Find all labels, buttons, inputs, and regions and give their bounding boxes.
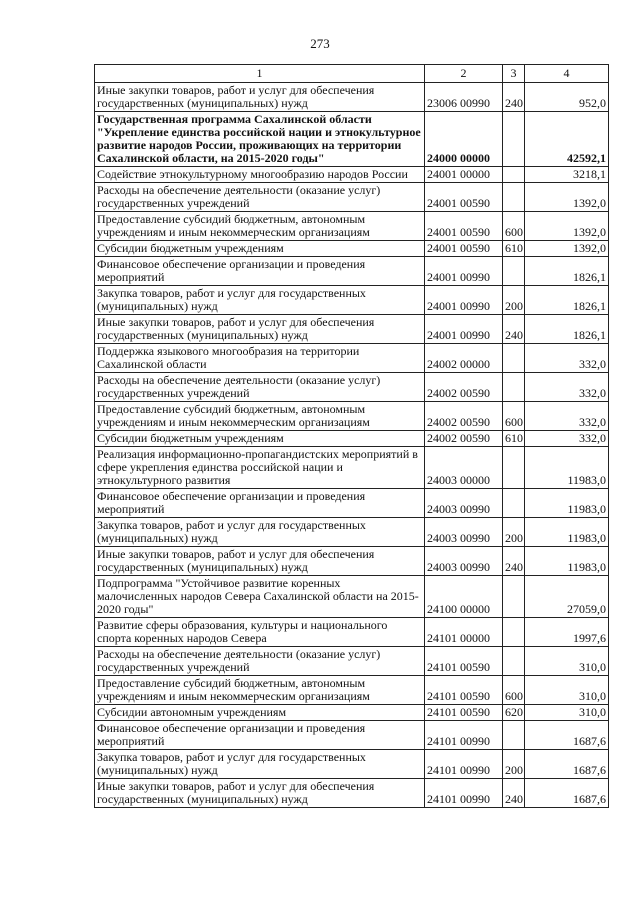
row-amount-cell: 1687,6 [525, 721, 609, 750]
row-code-cell: 24101 00990 [425, 750, 503, 779]
row-type-cell: 600 [503, 212, 525, 241]
table-row [95, 431, 609, 447]
table-row [95, 373, 609, 402]
row-amount-cell: 1687,6 [525, 750, 609, 779]
row-type-cell: 620 [503, 705, 525, 721]
row-code-cell: 24003 00990 [425, 489, 503, 518]
row-amount-cell: 1392,0 [525, 241, 609, 257]
row-amount-cell: 11983,0 [525, 489, 609, 518]
row-code-cell: 24000 00000 [425, 112, 503, 167]
row-amount-cell: 952,0 [525, 83, 609, 112]
row-type-cell [503, 373, 525, 402]
row-code-cell: 24003 00000 [425, 447, 503, 489]
row-name-cell: Предоставление субсидий бюджетным, автономным учреждениям и иным некоммерческим организациям [95, 402, 425, 431]
row-type-cell: 610 [503, 431, 525, 447]
row-code-cell: 24101 00590 [425, 676, 503, 705]
row-name-cell: Финансовое обеспечение организации и проведения мероприятий [95, 721, 425, 750]
row-amount-cell: 27059,0 [525, 576, 609, 618]
row-amount-cell: 332,0 [525, 373, 609, 402]
row-type-cell [503, 257, 525, 286]
row-name-cell: Государственная программа Сахалинской области "Укрепление единства российской нации и этнокультурное развитие народов России, проживающих на территории Сахалинской области, на 2015-2020 годы" [95, 112, 425, 167]
row-amount-cell: 3218,1 [525, 167, 609, 183]
row-type-cell: 600 [503, 402, 525, 431]
table-row [95, 167, 609, 183]
row-type-cell: 600 [503, 676, 525, 705]
row-type-cell [503, 721, 525, 750]
row-code-cell: 24001 00990 [425, 286, 503, 315]
row-type-cell: 200 [503, 750, 525, 779]
row-name-cell: Расходы на обеспечение деятельности (оказание услуг) государственных учреждений [95, 373, 425, 402]
table-row [95, 257, 609, 286]
header-col-4: 4 [525, 65, 609, 83]
row-name-cell: Финансовое обеспечение организации и проведения мероприятий [95, 257, 425, 286]
row-name-cell: Предоставление субсидий бюджетным, автономным учреждениям и иным некоммерческим организациям [95, 676, 425, 705]
header-col-1: 1 [95, 65, 425, 83]
row-type-cell: 200 [503, 286, 525, 315]
row-name-cell: Иные закупки товаров, работ и услуг для обеспечения государственных (муниципальных) нужд [95, 779, 425, 808]
table-row [95, 112, 609, 167]
row-amount-cell: 11983,0 [525, 547, 609, 576]
row-type-cell: 240 [503, 315, 525, 344]
row-type-cell [503, 447, 525, 489]
table-row [95, 518, 609, 547]
table-row [95, 286, 609, 315]
table-row [95, 576, 609, 618]
row-amount-cell: 332,0 [525, 402, 609, 431]
table-row [95, 344, 609, 373]
row-amount-cell: 332,0 [525, 344, 609, 373]
row-name-cell: Закупка товаров, работ и услуг для государственных (муниципальных) нужд [95, 750, 425, 779]
table-row [95, 779, 609, 808]
row-name-cell: Развитие сферы образования, культуры и национального спорта коренных народов Севера [95, 618, 425, 647]
row-type-cell [503, 344, 525, 373]
table-header-row [95, 65, 609, 83]
row-type-cell: 610 [503, 241, 525, 257]
table-row [95, 402, 609, 431]
row-code-cell: 24001 00590 [425, 212, 503, 241]
row-code-cell: 24002 00000 [425, 344, 503, 373]
row-name-cell: Финансовое обеспечение организации и проведения мероприятий [95, 489, 425, 518]
row-code-cell: 24101 00590 [425, 705, 503, 721]
row-code-cell: 24001 00590 [425, 241, 503, 257]
row-amount-cell: 1392,0 [525, 183, 609, 212]
table-row [95, 547, 609, 576]
row-amount-cell: 42592,1 [525, 112, 609, 167]
row-name-cell: Субсидии бюджетным учреждениям [95, 431, 425, 447]
table-row [95, 315, 609, 344]
row-type-cell: 200 [503, 518, 525, 547]
row-type-cell [503, 647, 525, 676]
row-type-cell [503, 576, 525, 618]
table-row [95, 705, 609, 721]
row-amount-cell: 1826,1 [525, 315, 609, 344]
row-code-cell: 24002 00590 [425, 431, 503, 447]
row-name-cell: Поддержка языкового многообразия на территории Сахалинской области [95, 344, 425, 373]
row-code-cell: 24002 00590 [425, 373, 503, 402]
row-amount-cell: 310,0 [525, 705, 609, 721]
row-amount-cell: 1826,1 [525, 286, 609, 315]
table-row [95, 183, 609, 212]
row-code-cell: 23006 00990 [425, 83, 503, 112]
table-row [95, 212, 609, 241]
row-code-cell: 24003 00990 [425, 547, 503, 576]
row-name-cell: Содействие этнокультурному многообразию народов России [95, 167, 425, 183]
row-name-cell: Субсидии бюджетным учреждениям [95, 241, 425, 257]
row-name-cell: Предоставление субсидий бюджетным, автономным учреждениям и иным некоммерческим организациям [95, 212, 425, 241]
table-row [95, 447, 609, 489]
table-row [95, 721, 609, 750]
row-amount-cell: 310,0 [525, 647, 609, 676]
row-amount-cell: 310,0 [525, 676, 609, 705]
row-amount-cell: 1997,6 [525, 618, 609, 647]
table-row [95, 618, 609, 647]
row-name-cell: Реализация информационно-пропагандистских мероприятий в сфере укрепления единства российской нации и этнокультурного развития [95, 447, 425, 489]
row-type-cell: 240 [503, 547, 525, 576]
row-code-cell: 24100 00000 [425, 576, 503, 618]
row-code-cell: 24001 00590 [425, 183, 503, 212]
table-row [95, 647, 609, 676]
row-code-cell: 24101 00990 [425, 721, 503, 750]
row-amount-cell: 1687,6 [525, 779, 609, 808]
row-code-cell: 24002 00590 [425, 402, 503, 431]
row-code-cell: 24001 00990 [425, 257, 503, 286]
row-name-cell: Подпрограмма "Устойчивое развитие коренных малочисленных народов Севера Сахалинской области на 2015-2020 годы" [95, 576, 425, 618]
row-code-cell: 24101 00590 [425, 647, 503, 676]
row-type-cell [503, 489, 525, 518]
row-type-cell: 240 [503, 83, 525, 112]
budget-table [94, 64, 609, 808]
row-code-cell: 24003 00990 [425, 518, 503, 547]
row-amount-cell: 1392,0 [525, 212, 609, 241]
row-name-cell: Закупка товаров, работ и услуг для государственных (муниципальных) нужд [95, 518, 425, 547]
row-name-cell: Иные закупки товаров, работ и услуг для обеспечения государственных (муниципальных) нужд [95, 83, 425, 112]
table-row [95, 241, 609, 257]
row-code-cell: 24001 00000 [425, 167, 503, 183]
row-name-cell: Субсидии автономным учреждениям [95, 705, 425, 721]
row-code-cell: 24101 00000 [425, 618, 503, 647]
row-type-cell: 240 [503, 779, 525, 808]
row-type-cell [503, 167, 525, 183]
row-type-cell [503, 112, 525, 167]
row-name-cell: Закупка товаров, работ и услуг для государственных (муниципальных) нужд [95, 286, 425, 315]
row-amount-cell: 11983,0 [525, 518, 609, 547]
table-row [95, 489, 609, 518]
table-row [95, 83, 609, 112]
table-row [95, 750, 609, 779]
header-col-2: 2 [425, 65, 503, 83]
row-name-cell: Иные закупки товаров, работ и услуг для обеспечения государственных (муниципальных) нужд [95, 547, 425, 576]
row-name-cell: Расходы на обеспечение деятельности (оказание услуг) государственных учреждений [95, 647, 425, 676]
row-type-cell [503, 183, 525, 212]
row-amount-cell: 11983,0 [525, 447, 609, 489]
row-type-cell [503, 618, 525, 647]
row-name-cell: Расходы на обеспечение деятельности (оказание услуг) государственных учреждений [95, 183, 425, 212]
row-code-cell: 24001 00990 [425, 315, 503, 344]
row-amount-cell: 1826,1 [525, 257, 609, 286]
row-amount-cell: 332,0 [525, 431, 609, 447]
page-number: 273 [310, 36, 330, 51]
row-name-cell: Иные закупки товаров, работ и услуг для обеспечения государственных (муниципальных) нужд [95, 315, 425, 344]
header-col-3: 3 [503, 65, 525, 83]
row-code-cell: 24101 00990 [425, 779, 503, 808]
table-row [95, 676, 609, 705]
